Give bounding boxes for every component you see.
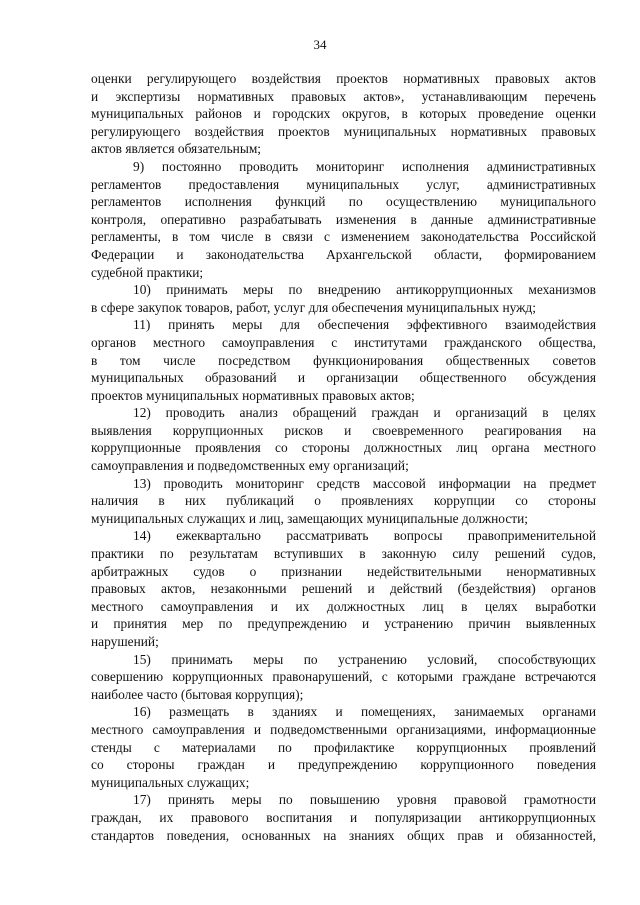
paragraph-item-16 <box>91 703 596 791</box>
text-line: и экспертизы нормативных правовых актов», устанавливающим перечень <box>91 88 596 104</box>
paragraph-item-15 <box>91 651 596 704</box>
text-line: и принятия мер по предупреждению и устранению причин выявленных <box>91 616 596 632</box>
text-line: органов местного самоуправления с институтами гражданского общества, <box>91 334 596 350</box>
text-line: наличия в них публикаций о проявлениях коррупции со стороны <box>91 493 596 509</box>
paragraph-item-9 <box>91 158 596 281</box>
text-line: стандартов поведения, основанных на знаниях общих прав и обязанностей, <box>91 827 596 843</box>
text-line: судебной практики; <box>91 264 204 280</box>
text-line: практики по результатам вступивших в законную силу решений судов, <box>91 546 596 562</box>
text-line: в том числе посредством функционирования общественных советов <box>91 352 596 368</box>
text-line: актов является обязательным; <box>91 141 262 157</box>
text-line: 12) проводить анализ обращений граждан и организаций в целях <box>133 405 596 421</box>
text-line: правовых актов, незаконными решений и действий (бездействия) органов <box>91 581 596 597</box>
text-line: 15) принимать меры по устранению условий, способствующих <box>133 651 596 667</box>
paragraph-item-12 <box>91 404 596 474</box>
paragraph-item-13 <box>91 475 596 528</box>
paragraph-item-14 <box>91 527 596 650</box>
text-line: регламентов предоставления муниципальных услуг, административных <box>91 176 596 192</box>
text-line: стенды с материалами по профилактике коррупционных проявлений <box>91 739 596 755</box>
text-line: регулирующего воздействия проектов муниципальных нормативных правовых <box>91 123 596 139</box>
text-line: контроля, оперативно разрабатывать изменения в данные административные <box>91 211 596 227</box>
text-line: совершению коррупционных правонарушений, с которыми граждане встречаются <box>91 669 596 685</box>
text-line: 11) принять меры для обеспечения эффективного взаимодействия <box>133 317 596 333</box>
text-line: со стороны граждан и предупреждению коррупционного поведения <box>91 757 596 773</box>
text-line: наиболее часто (бытовая коррупция); <box>91 686 304 702</box>
paragraph-item-10 <box>91 281 596 316</box>
text-line: муниципальных образований и организации общественного обсуждения <box>91 370 596 386</box>
text-line: регламенты, в том числе в связи с изменением законодательства Российской <box>91 229 596 245</box>
document-body <box>91 70 596 844</box>
text-line: в сфере закупок товаров, работ, услуг для обеспечения муниципальных нужд; <box>91 299 536 315</box>
text-line: местного самоуправления и подведомственными организациями, информационные <box>91 721 596 737</box>
text-line: проектов муниципальных нормативных правовых актов; <box>91 387 415 403</box>
text-line: местного самоуправления и их должностных лиц в целях выработки <box>91 598 596 614</box>
text-line: коррупционные проявления со стороны должностных лиц органа местного <box>91 440 596 456</box>
text-line: 16) размещать в зданиях и помещениях, занимаемых органами <box>133 704 596 720</box>
paragraph-item-17 <box>91 791 596 844</box>
text-line: нарушений; <box>91 634 159 649</box>
text-line: 17) принять меры по повышению уровня правовой грамотности <box>133 792 596 808</box>
paragraph-item-11 <box>91 316 596 404</box>
text-line: выявления коррупционных рисков и своевременного реагирования на <box>91 422 596 438</box>
text-line: 10) принимать меры по внедрению антикоррупционных механизмов <box>133 282 596 298</box>
text-line: 14) ежеквартально рассматривать вопросы правоприменительной <box>133 528 596 544</box>
text-line: оценки регулирующего воздействия проектов нормативных правовых актов <box>91 71 596 86</box>
text-line: Федерации и законодательства Архангельской области, формированием <box>91 246 596 262</box>
text-line: 9) постоянно проводить мониторинг исполнения административных <box>133 158 596 174</box>
text-line: муниципальных служащих и лиц, замещающих муниципальные должности; <box>91 510 529 526</box>
paragraph-continuation <box>91 70 596 158</box>
text-line: муниципальных районов и городских округов, в которых проведение оценки <box>91 106 596 122</box>
text-line: самоуправления и подведомственных ему организаций; <box>91 458 409 474</box>
text-line: 13) проводить мониторинг средств массовой информации на предмет <box>133 475 596 491</box>
page-number: 34 <box>313 37 327 52</box>
text-line: арбитражных судов о признании недействительными ненормативных <box>91 563 596 579</box>
text-line: граждан, их правового воспитания и популяризации антикоррупционных <box>91 809 596 825</box>
text-line: регламентов исполнения функций по осуществлению муниципального <box>91 194 596 210</box>
text-line: муниципальных служащих; <box>91 774 250 790</box>
